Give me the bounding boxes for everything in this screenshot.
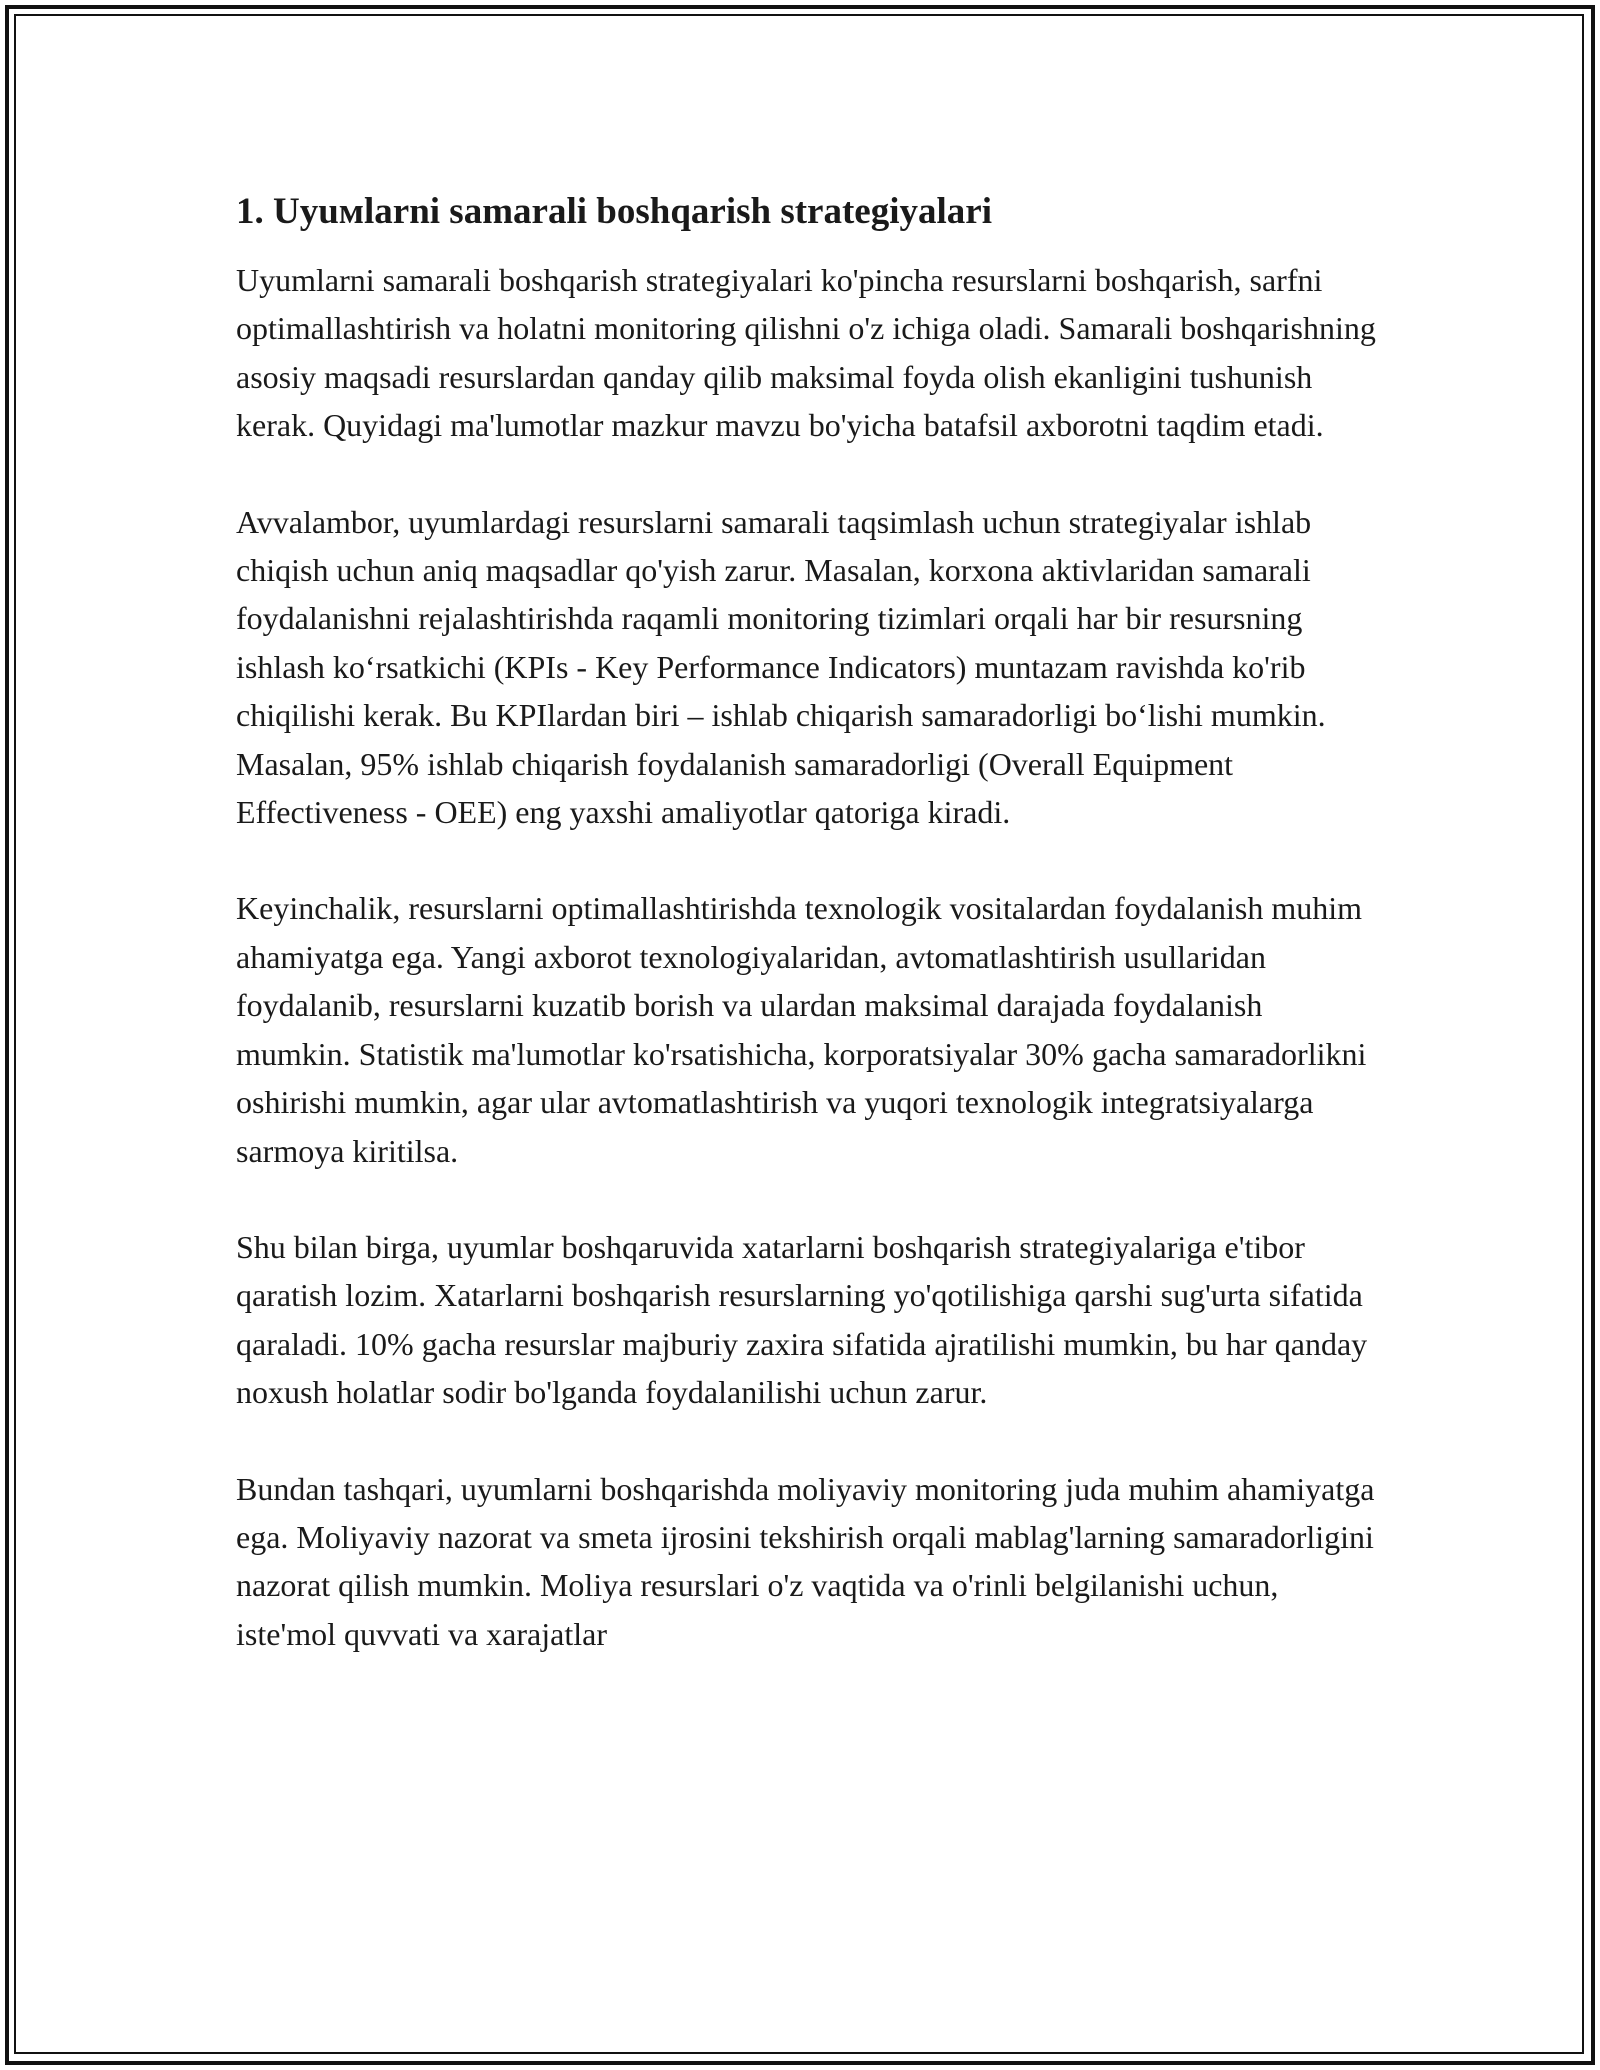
paragraph-technology: Keyinchalik, resurslarni optimallashtirishda texnologik vositalardan foydalanish muhim ahamiyatga ega. Yangi axborot texnologiyalaridan, avtomatlashtirish usullaridan foydalanib, resurslarni kuzatib borish va ulardan maksimal darajada foydalanish mumkin. Statistik ma'lumotlar ko'rsatishicha, korporatsiyalar 30% gacha samaradorlikni oshirishi mumkin, agar ular avtomatlashtirish va yuqori texnologik integratsiyalarga sarmoya kiritilsa. [236,890,1367,1169]
paragraph-financial-monitoring: Bundan tashqari, uyumlarni boshqarishda moliyaviy monitoring juda muhim ahamiyatga ega. Moliyaviy nazorat va smeta ijrosini tekshirish orqali mablag'larning samaradorligini nazorat qilish mumkin. Moliya resurslari o'z vaqtida va o'rinli belgilanishi uchun, iste'mol quvvati va xarajatlar [236,1470,1375,1652]
section-heading: 1. Uyuмlarni samarali boshqarish strategiyalari [236,191,992,232]
paragraph-goals-kpi: Avvalambor, uyumlardagi resurslarni samarali taqsimlash uchun strategiyalar ishlab chiqish uchun aniq maqsadlar qo'yish zarur. Masalan, korxona aktivlaridan samarali foydalanishni rejalashtirishda raqamli monitoring tizimlari orqali har bir resursning ishlash ko‘rsatkichi (KPIs - Key Performance Indicators) muntazam ravishda ko'rib chiqilishi kerak. Bu KPIlardan biri – ishlab chiqarish samaradorligi bo‘lishi mumkin. Masalan, 95% ishlab chiqarish foydalanish samaradorligi (Overall Equipment Effectiveness - OEE) eng yaxshi amaliyotlar qatoriga kiradi. [236,503,1326,831]
paragraph-risk-management: Shu bilan birga, uyumlar boshqaruvida xatarlarni boshqarish strategiyalariga e'tibor qaratish lozim. Xatarlarni boshqarish resurslarning yo'qotilishiga qarshi sug'urta sifatida qaraladi. 10% gacha resurslar majburiy zaxira sifatida ajratilishi mumkin, bu har qanday noxush holatlar sodir bo'lganda foydalanilishi uchun zarur. [236,1228,1368,1411]
document-body [236,186,1376,1706]
paragraph-intro: Uyumlarni samarali boshqarish strategiyalari ko'pincha resurslarni boshqarish, sarfni optimallashtirish va holatni monitoring qilishni o'z ichiga oladi. Samarali boshqarishning asosiy maqsadi resurslardan qanday qilib maksimal foyda olish ekanligini tushunish kerak. Quyidagi ma'lumotlar mazkur mavzu bo'yicha batafsil axborotni taqdim etadi. [236,262,1376,444]
